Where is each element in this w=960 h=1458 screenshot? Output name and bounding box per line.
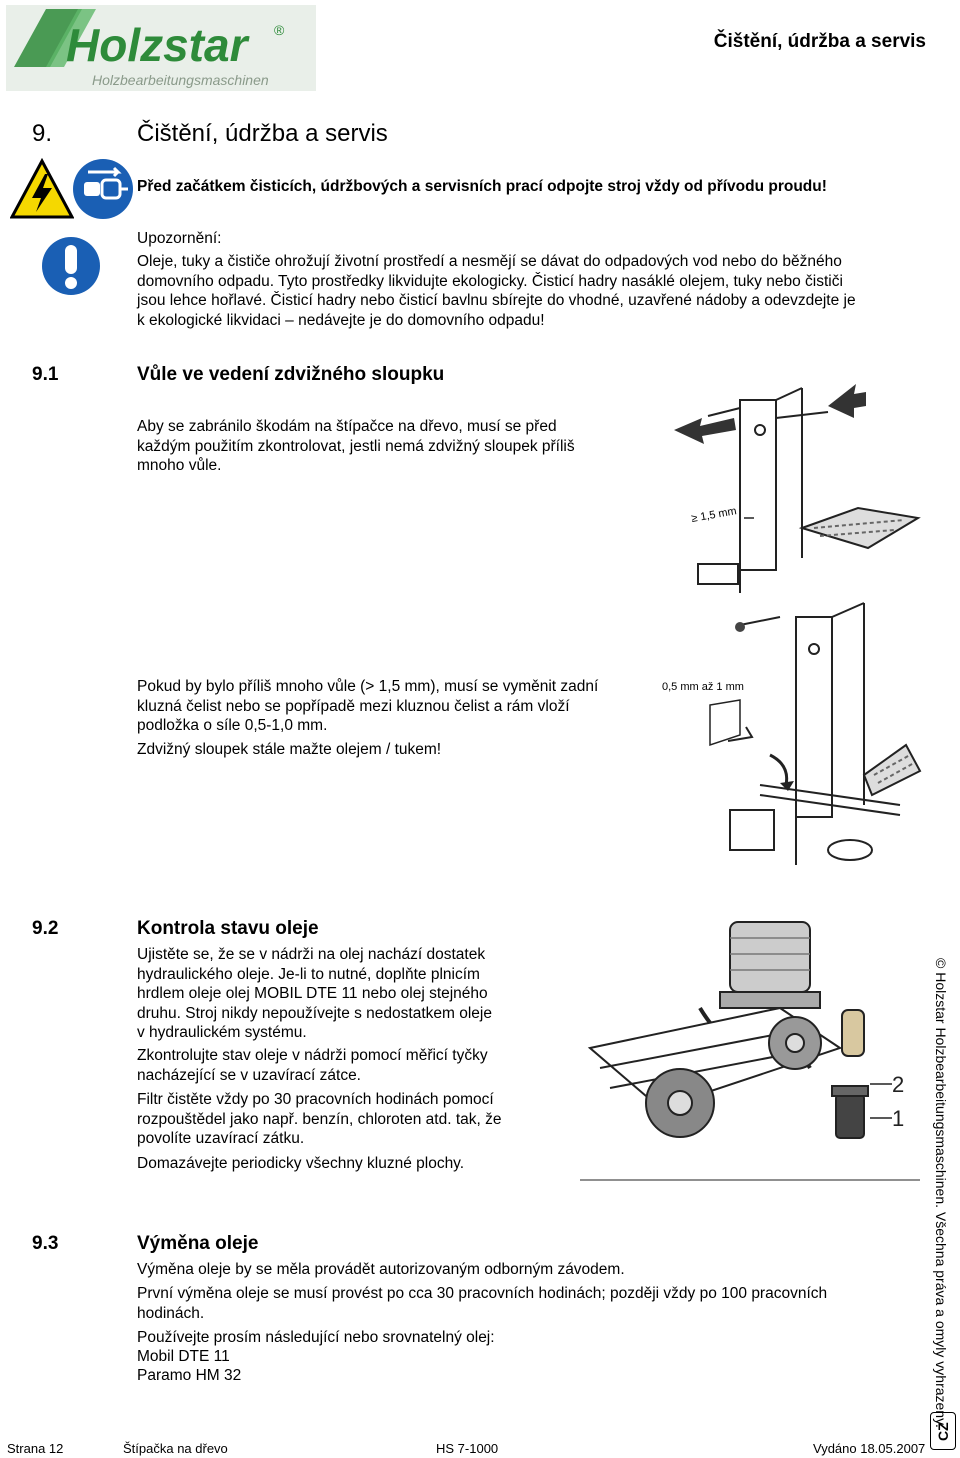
notice-line: k ekologické likvidaci – nedávejte je do domovního odpadu! — [137, 311, 545, 329]
paragraph: Zkontrolujte stav oleje v nádrži pomocí měřicí tyčky nacházející se v uzavírací zátce. — [137, 1047, 488, 1084]
paragraph: První výměna oleje se musí provést po cca 30 pracovních hodinách; později vždy po 100 pracovních hodinách. — [137, 1285, 828, 1322]
section-number: 9.1 — [32, 364, 59, 385]
section-title: Vůle ve vedení zdvižného sloupku — [137, 364, 445, 385]
notice-line: domovního odpadu. Tyto prostředky likvidujte ekologicky. Čisticí hadry nasáklé olejem, tuky nebo čističi — [137, 272, 843, 290]
logo-text: Holzstar — [66, 19, 248, 71]
footer-page: Strana 12 — [7, 1441, 64, 1456]
language-badge — [930, 1412, 956, 1450]
section-title: Čištění, údržba a servis — [137, 120, 388, 147]
shim-figure — [700, 595, 924, 870]
notice-text — [137, 252, 925, 330]
logo-graphic — [6, 5, 316, 91]
footer-issued: Vydáno 18.05.2007 — [813, 1441, 926, 1456]
unplug-icon — [72, 158, 134, 225]
gap-label: ≥ 1,5 mm — [690, 505, 738, 525]
part-label-1: 1 — [892, 1106, 905, 1131]
logo — [6, 5, 316, 91]
power-warning: Před začátkem čisticích, údržbových a servisních prací odpojte stroj vždy od přívodu proudu! — [137, 178, 827, 195]
electric-hazard-icon — [10, 158, 74, 225]
section-title: Kontrola stavu oleje — [137, 918, 319, 939]
section-number: 9.2 — [32, 918, 59, 939]
paragraph: Aby se zabránilo škodám na štípačce na dřevo, musí se před každým použitím zkontrolovat, jestli nemá zdvižný sloupek příliš mnoho vůle. — [137, 418, 575, 474]
logo-subtitle: Holzbearbeitungsmaschinen — [92, 72, 269, 88]
section-number: 9.3 — [32, 1233, 59, 1254]
paragraph: Domazávejte periodicky všechny kluzné plochy. — [137, 1155, 465, 1172]
paragraph: Zdvižný sloupek stále mažte olejem / tukem! — [137, 741, 442, 758]
paragraph: Filtr čistěte vždy po 30 pracovních hodinách pomocí rozpouštědel jako např. benzín, chloroten atd. tak, že povolíte uzavírací zátku. — [137, 1091, 502, 1147]
notice-title: Upozornění: — [137, 230, 222, 247]
paragraph: Výměna oleje by se měla provádět autorizovaným odborným závodem. — [137, 1261, 625, 1278]
shim-label: 0,5 mm až 1 mm — [662, 681, 744, 693]
copyright-side-text: © Holzstar Holzbearbeitungsmaschinen. Všechna práva a omyly vyhrazeny. — [933, 958, 949, 1428]
oil-filter-figure — [580, 918, 920, 1193]
notice-icon — [40, 236, 102, 301]
header-title: Čištění, údržba a servis — [713, 31, 926, 52]
language-label: CZ — [935, 1422, 951, 1441]
notice-line: jsou lehce hořlavé. Čisticí hadry nebo čisticí bavlnu sbírejte do vhodné, uzavřené nádoby a odevzdejte je — [137, 292, 856, 309]
logo-registered: ® — [274, 22, 285, 38]
footer-model: HS 7-1000 — [436, 1441, 499, 1456]
paragraph: Ujistěte se, že se v nádrži na olej nachází dostatek hydraulického oleje. Je-li to nutné, doplňte plnicím hrdlem oleje olej MOBIL DTE 11 nebo olej stejného druhu. Stroj nikdy nepoužívejte s nedostatkem oleje v hydraulickém systému. — [137, 946, 492, 1041]
oil-item: Mobil DTE 11 — [137, 1348, 230, 1365]
paragraph: Pokud by bylo příliš mnoho vůle (> 1,5 mm), musí se vyměnit zadní kluzná čelist nebo se popřípadě mezi kluznou čelist a rám vloží podložka o síle 0,5-1,0 mm. — [137, 678, 599, 734]
paragraph: Používejte prosím následující nebo srovnatelný olej: — [137, 1329, 495, 1346]
section-number: 9. — [32, 120, 53, 147]
column-play-figure — [668, 378, 924, 598]
oil-item: Paramo HM 32 — [137, 1367, 242, 1384]
footer-product: Štípačka na dřevo — [123, 1441, 228, 1456]
part-label-2: 2 — [892, 1072, 905, 1097]
section-title: Výměna oleje — [137, 1233, 259, 1254]
notice-line: Oleje, tuky a čističe ohrožují životní prostředí a nesmějí se dávat do odpadových vod nebo do běžného — [137, 253, 842, 270]
